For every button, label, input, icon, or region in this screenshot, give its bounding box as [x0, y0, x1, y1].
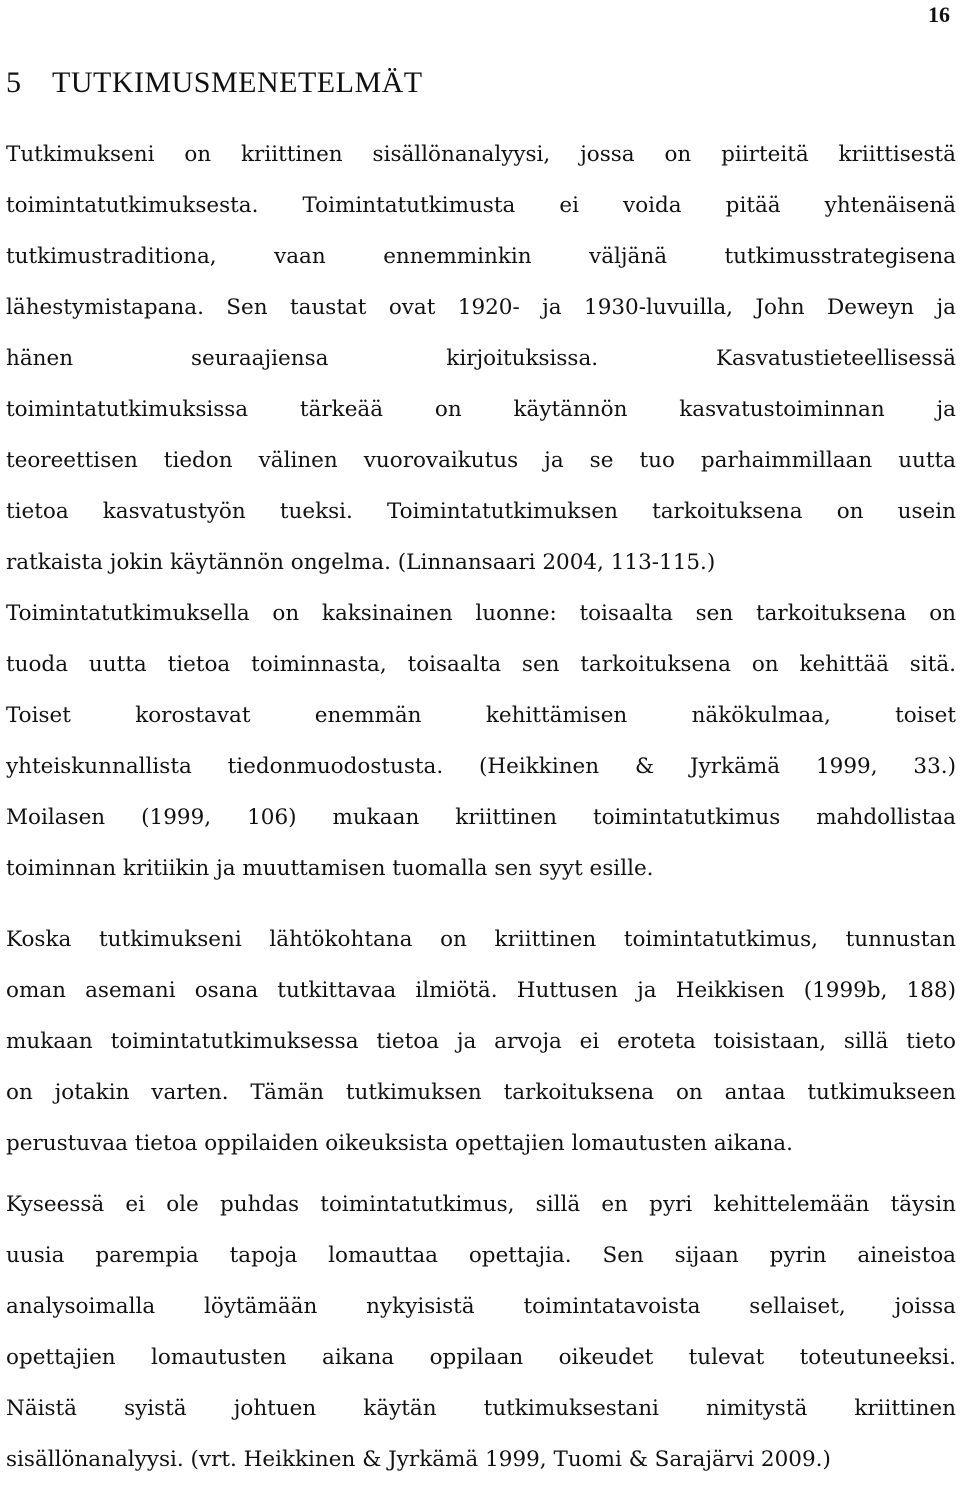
paragraph-line: Toimintatutkimuksella on kaksinainen luonne: toisaalta sen tarkoituksena on [6, 601, 956, 626]
paragraph-line: hänen seuraajiensa kirjoituksissa. Kasvatustieteellisessä [6, 346, 956, 371]
paragraph-2 [6, 914, 956, 1169]
section-heading [6, 66, 423, 100]
paragraph-line: opettajien lomautusten aikana oppilaan oikeudet tulevat toteutuneeksi. [6, 1345, 956, 1370]
page-number: 16 [928, 2, 950, 27]
paragraph-line: tutkimustraditiona, vaan ennemminkin väljänä tutkimusstrategisena [6, 244, 956, 269]
paragraph-line: Koska tutkimukseni lähtökohtana on kriittinen toimintatutkimus, tunnustan [6, 927, 956, 952]
paragraph-line: toiminnan kritiikin ja muuttamisen tuomalla sen syyt esille. [6, 856, 654, 881]
paragraph-line: ratkaista jokin käytännön ongelma. (Linnansaari 2004, 113-115.) [6, 550, 716, 575]
paragraph-line: lähestymistapana. Sen taustat ovat 1920- ja 1930-luvuilla, John Deweyn ja [6, 295, 956, 320]
paragraph-line: Tutkimukseni on kriittinen sisällönanalyysi, jossa on piirteitä kriittisestä [6, 142, 956, 167]
paragraph-line: on jotakin varten. Tämän tutkimuksen tarkoituksena on antaa tutkimukseen [6, 1080, 956, 1105]
paragraph-1 [6, 129, 956, 894]
paragraph-line: tuoda uutta tietoa toiminnasta, toisaalta sen tarkoituksena on kehittää sitä. [6, 652, 956, 677]
paragraph-line: teoreettisen tiedon välinen vuorovaikutus ja se tuo parhaimmillaan uutta [6, 448, 956, 473]
paragraph-line: sisällönanalyysi. (vrt. Heikkinen & Jyrkämä 1999, Tuomi & Sarajärvi 2009.) [6, 1447, 831, 1472]
paragraph-line: Toiset korostavat enemmän kehittämisen näkökulmaa, toiset [6, 703, 956, 728]
paragraph-line: perustuvaa tietoa oppilaiden oikeuksista opettajien lomautusten aikana. [6, 1131, 793, 1156]
section-number: 5 [6, 66, 22, 99]
section-title: TUTKIMUSMENETELMÄT [52, 66, 423, 99]
paragraph-3 [6, 1179, 956, 1485]
paragraph-line: Näistä syistä johtuen käytän tutkimuksestani nimitystä kriittinen [6, 1396, 956, 1421]
paragraph-line: tietoa kasvatustyön tueksi. Toimintatutkimuksen tarkoituksena on usein [6, 499, 956, 524]
paragraph-line: Kyseessä ei ole puhdas toimintatutkimus, sillä en pyri kehittelemään täysin [6, 1192, 956, 1217]
paragraph-line: yhteiskunnallista tiedonmuodostusta. (Heikkinen & Jyrkämä 1999, 33.) [6, 754, 956, 779]
paragraph-line: toimintatutkimuksesta. Toimintatutkimusta ei voida pitää yhtenäisenä [6, 193, 956, 218]
paragraph-line: toimintatutkimuksissa tärkeää on käytännön kasvatustoiminnan ja [6, 397, 956, 422]
paragraph-line: Moilasen (1999, 106) mukaan kriittinen toimintatutkimus mahdollistaa [6, 805, 956, 830]
paragraph-line: analysoimalla löytämään nykyisistä toimintatavoista sellaiset, joissa [6, 1294, 956, 1319]
paragraph-line: uusia parempia tapoja lomauttaa opettajia. Sen sijaan pyrin aineistoa [6, 1243, 956, 1268]
paragraph-line: oman asemani osana tutkittavaa ilmiötä. Huttusen ja Heikkisen (1999b, 188) [6, 978, 956, 1003]
paragraph-line: mukaan toimintatutkimuksessa tietoa ja arvoja ei eroteta toisistaan, sillä tieto [6, 1029, 956, 1054]
